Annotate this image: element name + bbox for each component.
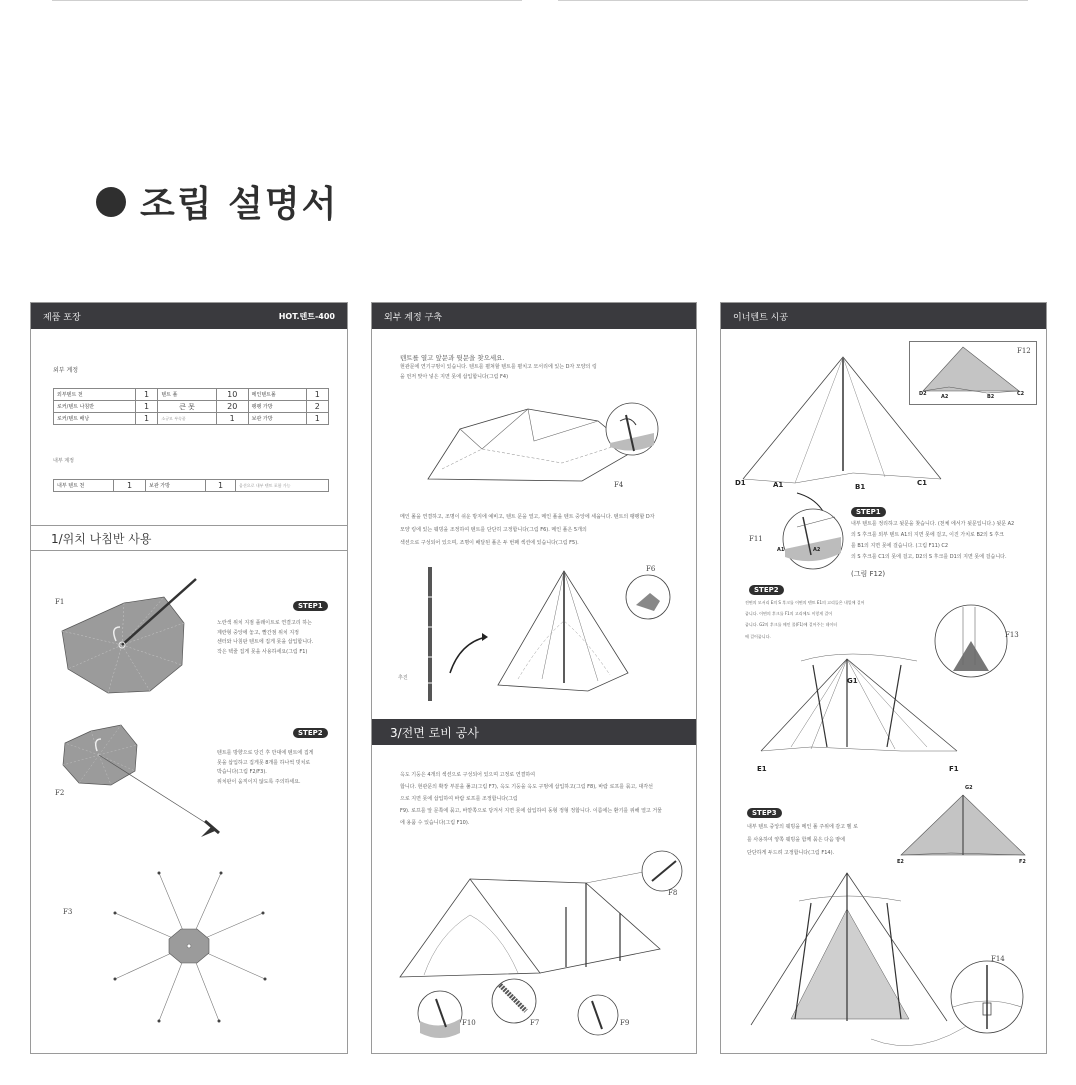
callout-curve bbox=[871, 1019, 977, 1046]
panel-header bbox=[372, 303, 696, 329]
table-cell: 로커/텐트 나침반 bbox=[54, 401, 136, 413]
text-line: 센터와 나침판 텐트에 집게 못을 삽입합니다. bbox=[217, 639, 314, 645]
text-line: 메인 폴을 연결하고, 조명이 쉬운 방지에 예비고, 텐트 문을 열고, 메인 폴을 텐트 중앙에 세웁니다. 텐트의 팽팽할 D자 bbox=[400, 514, 655, 520]
label-b2: B2 bbox=[987, 394, 995, 400]
step1-text bbox=[851, 519, 1014, 563]
bullet-dot-icon bbox=[96, 187, 126, 217]
label-a1-small: A1 bbox=[777, 547, 785, 553]
table-cell: 옵션으로 내부 텐트 포함 가능 bbox=[236, 480, 329, 492]
inner-tent-shape bbox=[923, 347, 1019, 391]
inner-canopy-line bbox=[799, 896, 901, 901]
table-cell: 로커/텐트 배낭 bbox=[54, 413, 136, 425]
tent-pitch-figure bbox=[392, 561, 692, 711]
arrow-curve bbox=[450, 637, 486, 673]
top-divider-right bbox=[558, 0, 1028, 1]
panel-outer-build bbox=[371, 302, 697, 1054]
step3-text bbox=[747, 821, 858, 860]
table-cell: 큰 못 bbox=[158, 401, 216, 413]
lobby-poles bbox=[566, 883, 620, 967]
text-line: 에 걸어줍니다. bbox=[745, 633, 771, 639]
outer-parts-table bbox=[53, 388, 329, 425]
label-f1: F1 bbox=[949, 765, 959, 773]
text-line: 으로 지면 못에 삽입하여 바람 로프를 조정합니다(그림 bbox=[400, 796, 518, 802]
table-cell: 보관 가방 bbox=[146, 480, 206, 492]
figure-label-f2: F2 bbox=[55, 789, 65, 797]
guy-rope bbox=[99, 755, 209, 825]
figure-label-f14: F14 bbox=[991, 955, 1005, 963]
text-line: 박습니다(그림 F2/F3). bbox=[217, 769, 267, 775]
label-a2-small: A2 bbox=[813, 547, 821, 553]
tent-lobby-figure bbox=[390, 843, 690, 1043]
text-line: 섹션으로 구성되어 있으며, 조명이 배달된 폴은 두 번째 섹션에 있습니다(그림 F5). bbox=[400, 540, 579, 546]
tent-seams bbox=[460, 409, 598, 449]
step3-badge: STEP3 bbox=[747, 808, 782, 818]
text-line: 의 S 후크를 C1의 못에 걸고, D2의 S 후크를 D1의 지면 못에 걸습니다. bbox=[851, 554, 1007, 560]
main-pole-text bbox=[400, 511, 655, 550]
inner-account-label: 내부 계정 bbox=[53, 458, 74, 464]
table-cell: 1 bbox=[206, 480, 236, 492]
table-cell: 2 bbox=[306, 401, 329, 413]
support-lines bbox=[813, 659, 901, 747]
step2-badge: STEP2 bbox=[293, 728, 328, 738]
center-ring bbox=[187, 944, 191, 948]
tent-seams bbox=[791, 659, 927, 749]
step1-badge: STEP1 bbox=[293, 601, 328, 611]
tent-laid-figure bbox=[422, 385, 672, 495]
table-cell: 보관 가방 bbox=[248, 413, 306, 425]
text-line: 텐트를 방향으로 당긴 후 만대에 텐트에 집게 bbox=[217, 750, 314, 756]
table-cell: 외부텐트 천 bbox=[54, 389, 136, 401]
step1-text bbox=[217, 619, 313, 657]
figure-label-f13: F13 bbox=[1005, 631, 1019, 639]
text-line: 을 먼저 맞아 넣은 지면 못에 삽입합니다(그림 F4) bbox=[400, 373, 509, 380]
inner-tent-hang-figure bbox=[731, 597, 1041, 767]
tent-outline bbox=[498, 571, 628, 691]
intro-title: 텐트를 열고 앞문과 뒷문을 찾으세요. bbox=[400, 354, 505, 362]
text-line: 줍니다. 이면의 후크를 F1의 고리에도 이렇게 걸어 bbox=[745, 611, 833, 617]
figure-label-f10: F10 bbox=[462, 1019, 476, 1027]
table-cell: 1 bbox=[135, 413, 157, 425]
table-cell: 메인텐트폴 bbox=[248, 389, 306, 401]
table-cell: 1 bbox=[114, 480, 146, 492]
table-cell: 1 bbox=[135, 401, 157, 413]
table-cell: 10 bbox=[216, 389, 248, 401]
figure-label-f3: F3 bbox=[63, 908, 73, 916]
table-cell: 내부 텐트 천 bbox=[54, 480, 114, 492]
text-line: 모양 링에 있는 웨빙을 조정하여 텐트를 단단히 고정합니다(그림 F6). 메인 폴은 5개의 bbox=[400, 527, 587, 533]
text-line: 를 B1의 지면 못에 걸습니다. (그림 F11) C2 bbox=[851, 543, 949, 549]
text-line: 노란색 위치 지점 플래이트로 연결고리 하는 bbox=[217, 620, 312, 626]
outer-tent-figure bbox=[735, 353, 935, 493]
table-cell: 1 bbox=[306, 389, 329, 401]
text-line: 줍니다. G2의 후크를 메인 폴(F1)에 걸어주는 데이터 bbox=[745, 622, 838, 628]
tent-outline bbox=[400, 879, 540, 977]
inner-parts-table bbox=[53, 479, 329, 492]
tent-outline bbox=[428, 409, 634, 481]
label-e2: E2 bbox=[897, 859, 904, 865]
inner-tent-shape bbox=[791, 909, 909, 1019]
text-line: 전면의 모서리 E의 S 후크를 이면의 텐트 E1의 고리들은 내일에 걸어 bbox=[745, 600, 865, 605]
text-line: 작은 텍줄 집게 못을 사용하세요(그림 F1) bbox=[217, 648, 308, 655]
compass-staking-figure bbox=[59, 721, 219, 851]
label-c1: C1 bbox=[917, 479, 928, 487]
tent-folds bbox=[442, 447, 612, 469]
step1-figure-ref: (그림 F12) bbox=[851, 570, 886, 578]
text-line: 계란형 중앙에 놓고, 빨간점 위치 지정 bbox=[217, 629, 299, 636]
panel-header-title: 외부 계정 구축 bbox=[384, 312, 442, 323]
panel-header bbox=[31, 303, 347, 329]
pole-label: 추진 bbox=[398, 675, 408, 681]
step2-text bbox=[217, 749, 313, 787]
label-d1: D1 bbox=[735, 479, 746, 487]
figure-label-f8: F8 bbox=[668, 889, 678, 897]
figure-label-f6: F6 bbox=[646, 565, 656, 573]
intro-text bbox=[400, 363, 597, 382]
table-cell: 1 bbox=[216, 413, 248, 425]
label-d2: D2 bbox=[919, 391, 927, 397]
page-title-block bbox=[96, 176, 338, 227]
table-row bbox=[54, 389, 329, 401]
panel-header-title: 제품 포장 bbox=[43, 312, 81, 323]
text-line: 못을 삽입하고 집게못 8개를 하나씩 빗치로 bbox=[217, 759, 311, 766]
table-cell: 1 bbox=[135, 389, 157, 401]
table-row bbox=[54, 401, 329, 413]
text-line: 현관문에 연기구멍이 있습니다. 텐트를 펼쳐할 텐트를 펼치고 모서리에 있는 D자 모양의 링 bbox=[400, 364, 597, 370]
text-line: 에 용품 수 있습니다(그림 F10). bbox=[400, 820, 470, 826]
lobby-text bbox=[400, 769, 662, 829]
figure-label-f4: F4 bbox=[614, 481, 624, 489]
tent-seams bbox=[795, 357, 885, 483]
panel-header bbox=[721, 303, 1046, 329]
section-compass bbox=[31, 525, 348, 551]
table-cell: 20 bbox=[216, 401, 248, 413]
text-line: 의 S 후크를 외부 텐트 A1의 지면 못에 걸고, 이진 가치로 B2의 S 후크 bbox=[851, 532, 1004, 538]
text-line: F9). 로프를 앞 문쪽에 묶고, 바깥쪽으로 당겨서 지면 못에 삽입하여 동형 정형 정합니다. 이름에는 환기를 위해 열고 거물 bbox=[400, 808, 662, 814]
figure-label-f9: F9 bbox=[620, 1019, 630, 1027]
label-g2: G2 bbox=[965, 785, 973, 791]
section-title: 3/전면 로비 공사 bbox=[390, 725, 479, 740]
label-b1: B1 bbox=[855, 483, 866, 491]
arrow-head-icon bbox=[482, 633, 488, 641]
table-cell: 텐트 폴 bbox=[158, 389, 216, 401]
table-cell: 1 bbox=[306, 413, 329, 425]
text-line: 옥도 기둥은 4개의 섹션으로 구성되어 있으며 고정로 연결하여 bbox=[400, 772, 536, 778]
label-c2: C2 bbox=[1017, 391, 1025, 397]
table-cell: 소규모 부속품 bbox=[158, 413, 216, 425]
label-e1: E1 bbox=[757, 765, 767, 773]
text-line: 위치판이 움직이지 않도록 주의하세요. bbox=[217, 778, 301, 785]
table-row bbox=[54, 480, 329, 492]
label-a2: A2 bbox=[941, 394, 949, 400]
outer-account-label: 외부 계정 bbox=[53, 367, 79, 374]
text-line: 단단하게 두드려 고정합니다(그림 F14). bbox=[747, 850, 835, 856]
figure-label-f11: F11 bbox=[749, 535, 763, 543]
figure-label-f1: F1 bbox=[55, 598, 65, 606]
section-title: 1/위치 나침반 사용 bbox=[51, 531, 152, 546]
panel-header-title: 이너텐트 시공 bbox=[733, 312, 789, 323]
product-code: HOT.텐트-400 bbox=[278, 311, 335, 321]
table-row bbox=[54, 413, 329, 425]
section-front-lobby bbox=[372, 719, 697, 745]
tent-outline bbox=[761, 659, 957, 751]
label-g1: G1 bbox=[847, 677, 858, 685]
text-line: 를 사용하여 양쪽 웨빙을 함께 묶은 다음 땅에 bbox=[747, 837, 846, 843]
lobby-awning bbox=[470, 879, 660, 973]
text-line: 내부 텐트를 정리하고 뒷문을 찾습니다. (천체 에서가 뒷문입니다.) 뒷문 A2 bbox=[851, 521, 1015, 527]
text-line: 합니다. 현관문의 확장 부분을 풀고(그림 F7), 옥도 기둥을 옥도 구멍에 삽입하고(그림 F8), 바람 로프를 묶고, 대각선 bbox=[400, 784, 653, 790]
figure-label-f7: F7 bbox=[530, 1019, 540, 1027]
step2-badge: STEP2 bbox=[749, 585, 784, 595]
panel-inner-tent bbox=[720, 302, 1047, 1054]
label-a1: A1 bbox=[773, 481, 784, 489]
inner-canopy-line bbox=[801, 654, 917, 661]
top-divider-left bbox=[52, 0, 522, 1]
detail-circle bbox=[642, 851, 682, 891]
table-cell: 팽팽 가방 bbox=[248, 401, 306, 413]
step1-badge: STEP1 bbox=[851, 507, 886, 517]
tent-base bbox=[761, 747, 957, 751]
panel-packaging bbox=[30, 302, 348, 1054]
compass-octagon-figure bbox=[56, 573, 216, 693]
inner-tent-small-figure bbox=[891, 787, 1041, 867]
page-title: 조립 설명서 bbox=[140, 184, 339, 225]
compass-star-figure bbox=[91, 867, 291, 1037]
text-line: 내부 텐트 중앙의 웨빙을 메인 폴 주위에 감고 벨 로 bbox=[747, 824, 858, 830]
label-f2: F2 bbox=[1019, 859, 1026, 865]
octagon-shape bbox=[63, 725, 137, 785]
figure-label-f12: F12 bbox=[1017, 347, 1031, 355]
